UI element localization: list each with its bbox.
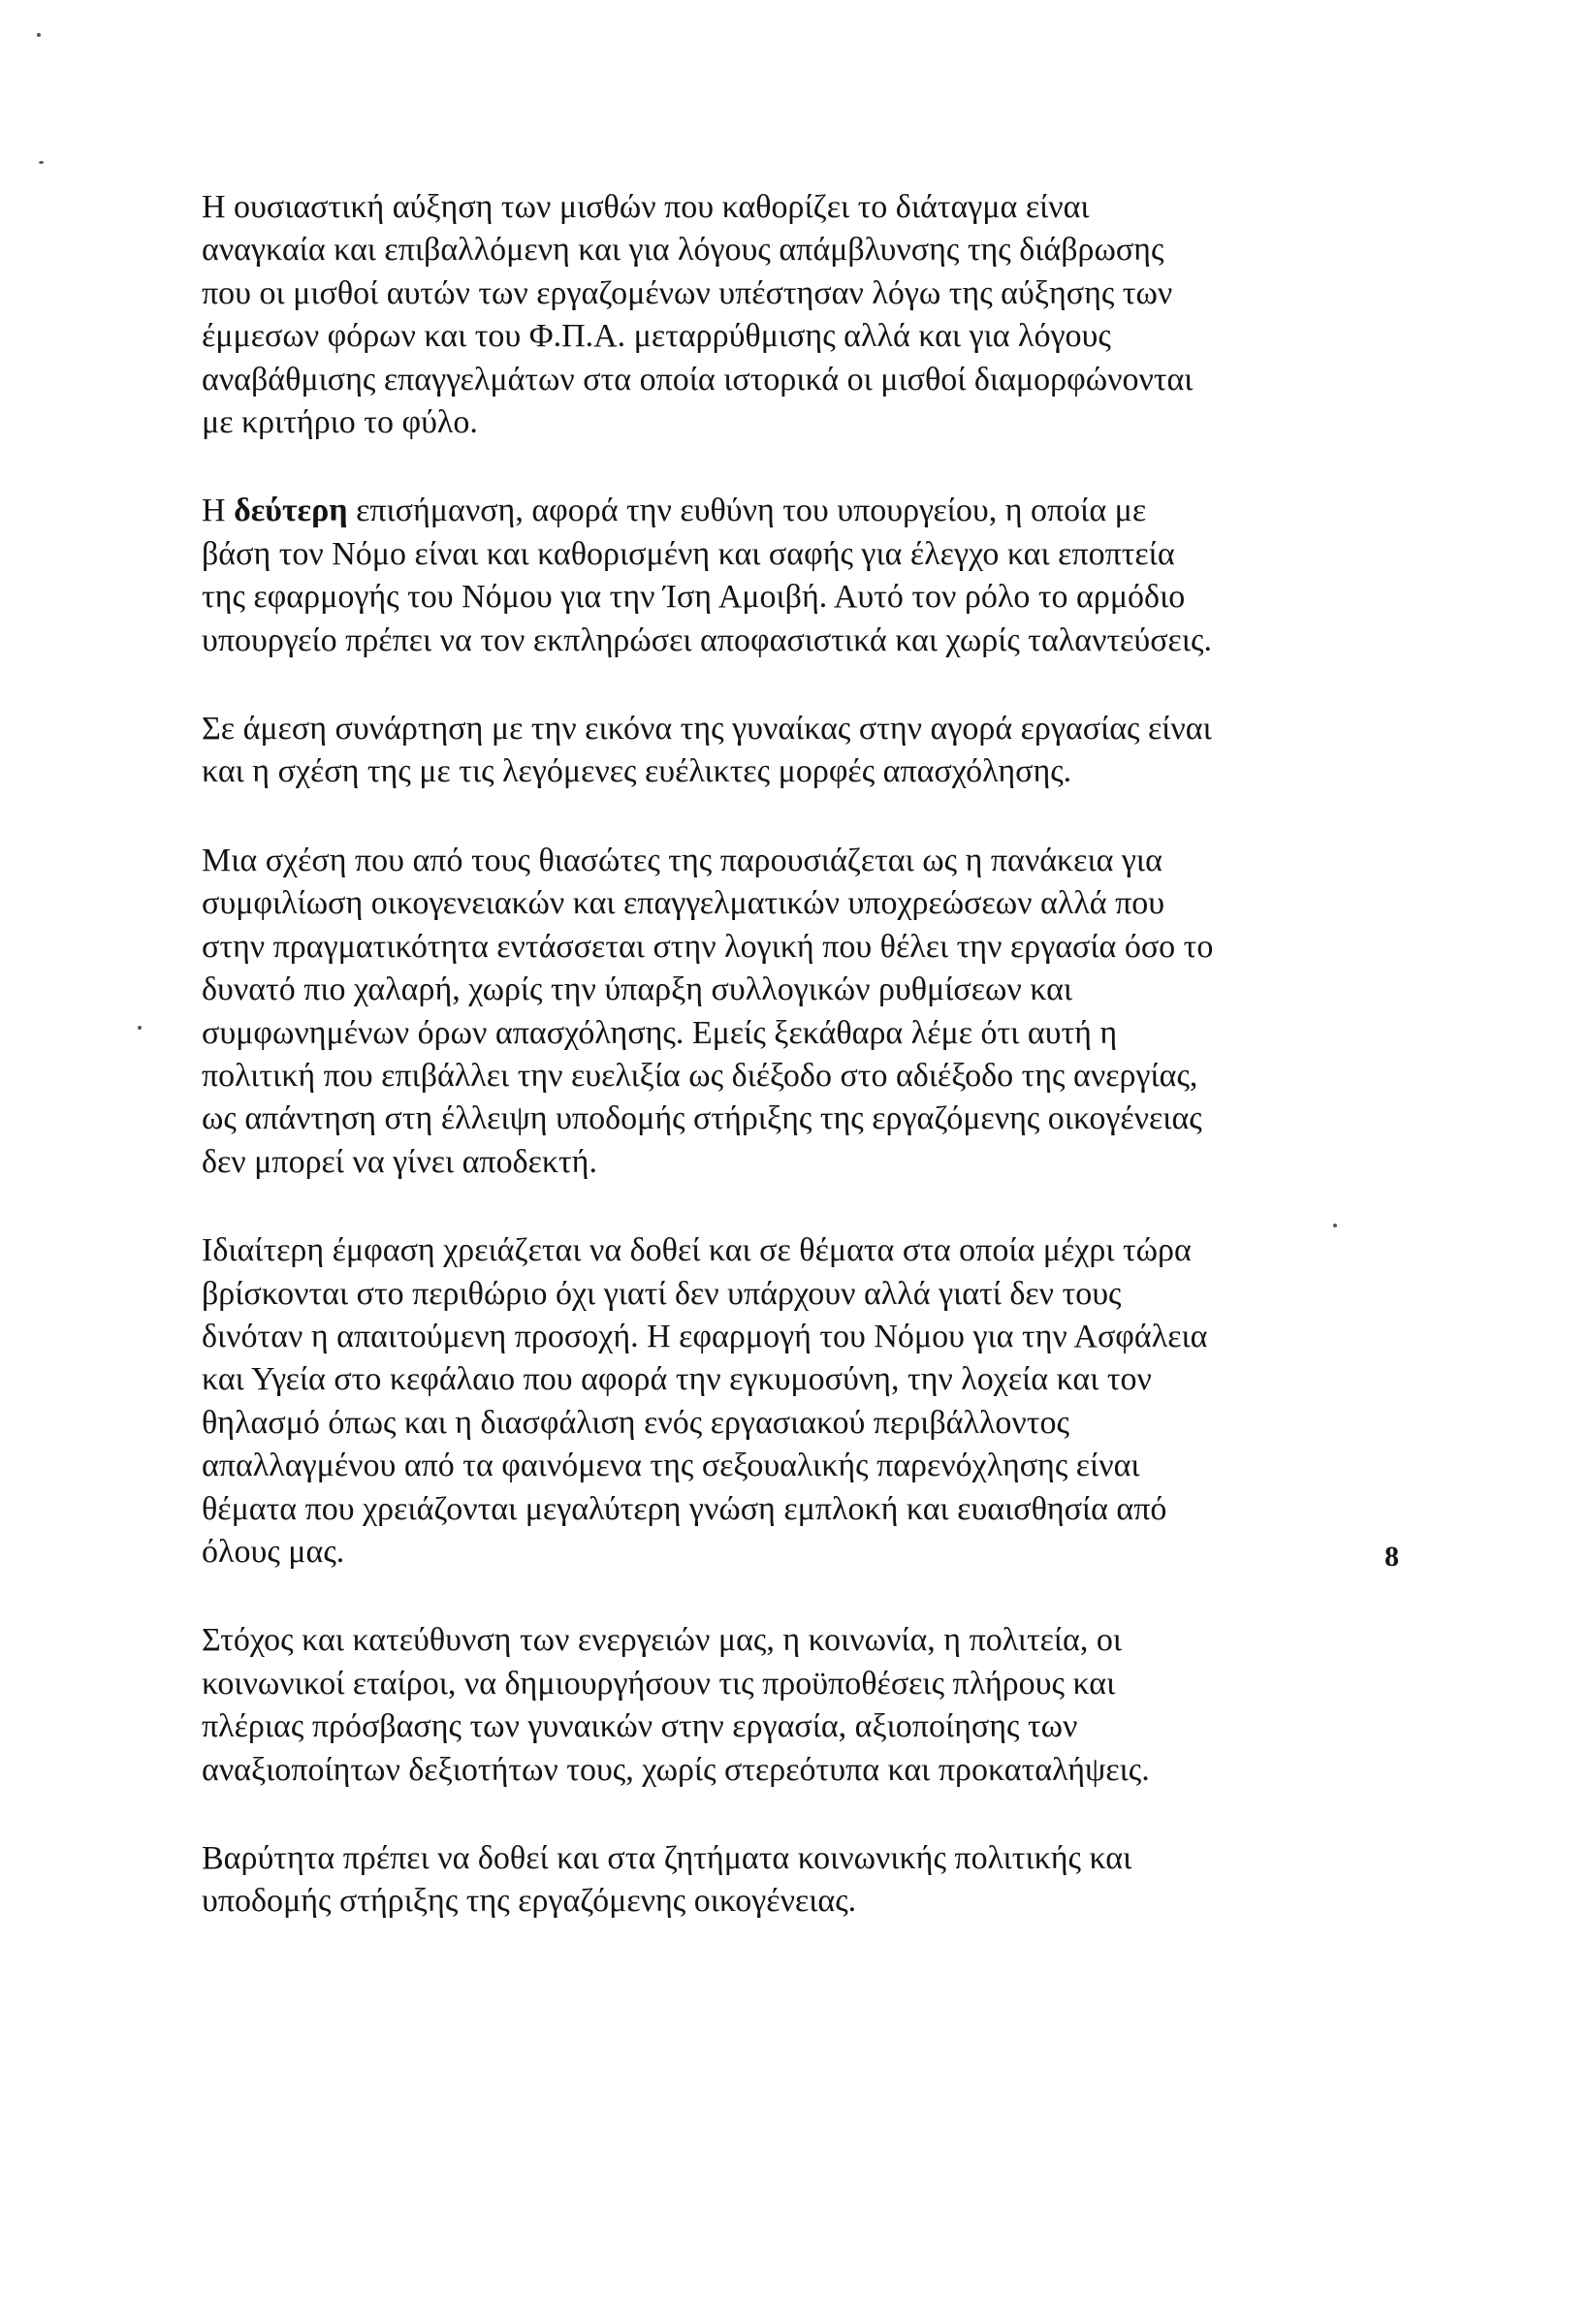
text-line: δυνατό πιο χαλαρή, χωρίς την ύπαρξη συλλογικών ρυθμίσεων και: [202, 971, 1073, 1008]
text-line: υποδομής στήριξης της εργαζόμενης οικογένειας.: [202, 1883, 857, 1920]
paragraph-2: [202, 490, 1452, 662]
text-line: και η σχέση της με τις λεγόμενες ευέλικτες μορφές απασχόλησης.: [202, 753, 1072, 790]
scan-speck: [37, 33, 41, 37]
text-line: υπουργείο πρέπει να τον εκπληρώσει αποφασιστικά και χωρίς ταλαντεύσεις.: [202, 621, 1212, 658]
text-line: πλέριας πρόσβασης των γυναικών στην εργασία, αξιοποίησης των: [202, 1708, 1078, 1745]
text-line: Μια σχέση που από τους θιασώτες της παρουσιάζεται ως η πανάκεια για: [202, 842, 1162, 878]
text-line: κοινωνικοί εταίροι, να δημιουργήσουν τις προϋποθέσεις πλήρους και: [202, 1665, 1116, 1702]
bold-word: δεύτερη: [234, 493, 348, 529]
text-line: βάση τον Νόμο είναι και καθορισμένη και σαφής για έλεγχο και εποπτεία: [202, 535, 1175, 572]
text-line: πολιτική που επιβάλλει την ευελιξία ως διέξοδο στο αδιέξοδο της ανεργίας,: [202, 1057, 1198, 1094]
text-line: αναγκαία και επιβαλλόμενη και για λόγους απάμβλυνσης της διάβρωσης: [202, 232, 1164, 269]
text-line: Σε άμεση συνάρτηση με την εικόνα της γυναίκας στην αγορά εργασίας είναι: [202, 711, 1212, 748]
body-text: [202, 186, 1452, 1969]
text-line: συμφιλίωση οικογενειακών και επαγγελματικών υποχρεώσεων αλλά που: [202, 885, 1165, 922]
paragraph-1: [202, 186, 1452, 444]
paragraph-6: [202, 1619, 1452, 1792]
scan-speck: [138, 1026, 142, 1030]
page-number: 8: [1385, 1541, 1399, 1573]
line-rest: επισήμανση, αφορά την ευθύνη του υπουργείου, η οποία με: [347, 493, 1147, 529]
text-line: αναξιοποίητων δεξιοτήτων τους, χωρίς στερεότυπα και προκαταλήψεις.: [202, 1751, 1150, 1788]
text-line: έμμεσων φόρων και του Φ.Π.Α. μεταρρύθμισης αλλά και για λόγους: [202, 318, 1111, 355]
text-line: Ιδιαίτερη έμφαση χρειάζεται να δοθεί και σε θέματα στα οποία μέχρι τώρα: [202, 1232, 1192, 1269]
text-line: που οι μισθοί αυτών των εργαζομένων υπέστησαν λόγω της αύξησης των: [202, 274, 1173, 311]
paragraph-3: [202, 708, 1452, 794]
text-line: στην πραγματικότητα εντάσσεται στην λογική που θέλει την εργασία όσο το: [202, 928, 1214, 965]
paragraph-4: [202, 840, 1452, 1184]
text-line: θέματα που χρειάζονται μεγαλύτερη γνώση εμπλοκή και ευαισθησία από: [202, 1490, 1167, 1527]
text-line: ως απάντηση στη έλλειψη υποδομής στήριξης της εργαζόμενης οικογένειας: [202, 1100, 1202, 1137]
text-line: Βαρύτητα πρέπει να δοθεί και στα ζητήματα κοινωνικής πολιτικής και: [202, 1840, 1132, 1876]
text-line: [202, 490, 1452, 532]
text-line: δινόταν η απαιτούμενη προσοχή. Η εφαρμογή του Νόμου για την Ασφάλεια: [202, 1318, 1208, 1354]
text-line: της εφαρμογής του Νόμου για την Ίση Αμοιβή. Αυτό τον ρόλο το αρμόδιο: [202, 579, 1186, 616]
paragraph-7: [202, 1837, 1452, 1924]
line-prefix: Η: [202, 493, 235, 529]
text-line: με κριτήριο το φύλο.: [202, 404, 478, 441]
text-line: και Υγεία στο κεφάλαιο που αφορά την εγκυμοσύνη, την λοχεία και τον: [202, 1361, 1152, 1398]
text-line: Στόχος και κατεύθυνση των ενεργειών μας, η κοινωνία, η πολιτεία, οι: [202, 1622, 1123, 1659]
text-line: βρίσκονται στο περιθώριο όχι γιατί δεν υπάρχουν αλλά γιατί δεν τους: [202, 1275, 1122, 1312]
paragraph-5: [202, 1229, 1452, 1574]
text-line: αναβάθμισης επαγγελμάτων στα οποία ιστορικά οι μισθοί διαμορφώνονται: [202, 361, 1194, 398]
text-line: Η ουσιαστική αύξηση των μισθών που καθορίζει το διάταγμα είναι: [202, 189, 1090, 225]
text-line: δεν μπορεί να γίνει αποδεκτή.: [202, 1143, 597, 1180]
text-line: απαλλαγμένου από τα φαινόμενα της σεξουαλικής παρενόχλησης είναι: [202, 1448, 1140, 1484]
text-line: συμφωνημένων όρων απασχόλησης. Εμείς ξεκάθαρα λέμε ότι αυτή η: [202, 1014, 1118, 1051]
text-line: θηλασμό όπως και η διασφάλιση ενός εργασιακού περιβάλλοντος: [202, 1404, 1069, 1441]
text-line: όλους μας.: [202, 1533, 345, 1570]
scan-speck: [39, 161, 44, 164]
